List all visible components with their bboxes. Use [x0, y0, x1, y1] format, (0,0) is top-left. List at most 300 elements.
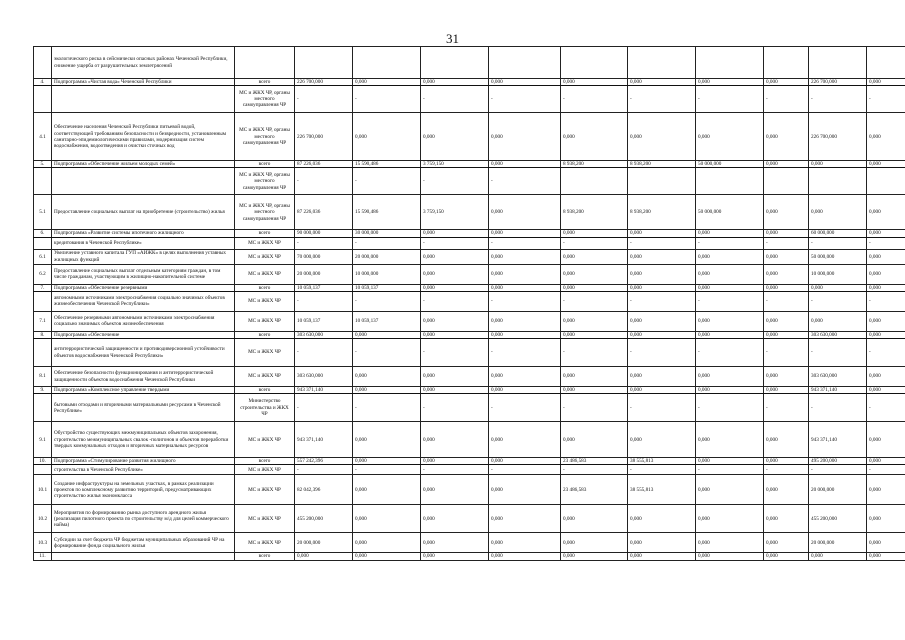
amount-cell: 0,000	[696, 458, 764, 465]
table-row	[34, 284, 905, 291]
amount-cell: 8 938,200	[628, 161, 696, 168]
amount-cell: 0,000	[628, 249, 696, 264]
responsible-cell: всего	[235, 79, 295, 86]
amount-cell: 0,000	[867, 79, 905, 86]
amount-cell: -	[561, 86, 628, 113]
amount-cell: 0,000	[764, 475, 809, 505]
amount-cell: 8 938,200	[628, 195, 696, 230]
amount-cell: 0,000	[489, 475, 561, 505]
page-number: 31	[446, 31, 459, 46]
amount-cell: 0,000	[489, 533, 561, 553]
table-row	[34, 331, 905, 338]
amount-cell: -	[764, 394, 809, 422]
amount-cell: -	[867, 237, 905, 249]
responsible-cell: МС и ЖКХ ЧР	[235, 422, 295, 458]
activity-name-cell: Подпрограмма «Чистая вода» Чеченской Республики	[52, 79, 235, 86]
row-number-cell: 5.	[34, 161, 52, 168]
amount-cell: -	[809, 465, 867, 475]
amount-cell	[295, 47, 353, 79]
amount-cell: 23 486,583	[561, 458, 628, 465]
amount-cell: -	[295, 237, 353, 249]
responsible-cell	[235, 47, 295, 79]
row-number-cell	[34, 168, 52, 195]
responsible-cell: МС и ЖКХ ЧР, органы местного самоуправления ЧР	[235, 168, 295, 195]
amount-cell: 0,000	[561, 113, 628, 161]
table-row	[34, 339, 905, 367]
activity-name-cell: Создание инфраструктуры на земельных участках, в рамках реализации проектов по комплексному развитию территорий, предусматривающих строительство жилья экономкласса	[52, 475, 235, 505]
amount-cell: -	[353, 465, 421, 475]
amount-cell: -	[421, 291, 489, 311]
amount-cell	[867, 47, 905, 79]
amount-cell: 0,000	[764, 367, 809, 387]
amount-cell: -	[628, 394, 696, 422]
amount-cell: 943 371,140	[809, 387, 867, 394]
amount-cell: 87 226,036	[295, 195, 353, 230]
amount-cell: 0,000	[421, 458, 489, 465]
table-row	[34, 533, 905, 553]
activity-name-cell: Подпрограмма «Развитие системы ипотечного жилищного	[52, 230, 235, 237]
activity-name-cell	[52, 86, 235, 113]
amount-cell: 0,000	[867, 331, 905, 338]
table-row	[34, 264, 905, 284]
table-row	[34, 465, 905, 475]
amount-cell: 0,000	[489, 458, 561, 465]
activity-name-cell	[52, 168, 235, 195]
table-row	[34, 311, 905, 331]
amount-cell: -	[295, 291, 353, 311]
amount-cell: -	[561, 394, 628, 422]
amount-cell	[764, 168, 809, 195]
row-number-cell: 8.1	[34, 367, 52, 387]
amount-cell: 0,000	[867, 458, 905, 465]
table-row	[34, 422, 905, 458]
amount-cell: 0,000	[696, 230, 764, 237]
amount-cell: 0,000	[421, 113, 489, 161]
amount-cell: -	[353, 291, 421, 311]
responsible-cell: всего	[235, 284, 295, 291]
amount-cell: 495 200,000	[809, 458, 867, 465]
amount-cell: 0,000	[353, 533, 421, 553]
amount-cell: 0,000	[628, 505, 696, 533]
amount-cell: 3 759,150	[421, 195, 489, 230]
amount-cell	[696, 47, 764, 79]
amount-cell: 0,000	[867, 311, 905, 331]
table-row	[34, 79, 905, 86]
amount-cell: 0,000	[696, 311, 764, 331]
amount-cell: 15 590,486	[353, 195, 421, 230]
row-number-cell	[34, 465, 52, 475]
amount-cell: 0,000	[353, 79, 421, 86]
activity-name-cell	[52, 553, 235, 560]
amount-cell: 0,000	[696, 113, 764, 161]
amount-cell: 0,000	[764, 195, 809, 230]
amount-cell: 0,000	[764, 284, 809, 291]
amount-cell: 30 000,000	[353, 230, 421, 237]
amount-cell: 303 630,000	[809, 367, 867, 387]
amount-cell: 0,000	[561, 422, 628, 458]
amount-cell: -	[353, 339, 421, 367]
responsible-cell: МС и ЖКХ ЧР	[235, 237, 295, 249]
activity-name-cell: Мероприятия по формированию рынка доступного арендного жилья (реализация пилотного проекта по строительству м/д для целей коммерческого найма)	[52, 505, 235, 533]
amount-cell: -	[809, 291, 867, 311]
amount-cell: 0,000	[764, 533, 809, 553]
amount-cell: -	[489, 237, 561, 249]
amount-cell: 70 000,000	[295, 249, 353, 264]
amount-cell: -	[696, 291, 764, 311]
amount-cell: -	[867, 86, 905, 113]
responsible-cell: Министерство строительства и ЖКХ ЧР	[235, 394, 295, 422]
amount-cell: 943 371,140	[809, 422, 867, 458]
amount-cell: 0,000	[867, 284, 905, 291]
amount-cell: 0,000	[353, 331, 421, 338]
amount-cell	[561, 168, 628, 195]
amount-cell: 20 000,000	[809, 475, 867, 505]
amount-cell: -	[421, 86, 489, 113]
amount-cell: 0,000	[867, 113, 905, 161]
amount-cell: -	[696, 465, 764, 475]
amount-cell: 0,000	[764, 311, 809, 331]
amount-cell: 0,000	[764, 113, 809, 161]
table-row	[34, 394, 905, 422]
amount-cell: 0,000	[353, 505, 421, 533]
row-number-cell	[34, 47, 52, 79]
amount-cell	[809, 168, 867, 195]
activity-name-cell: автономными источниками электроснабжения социально значимых объектов жизнеобеспечения Чеченской Республики»	[52, 291, 235, 311]
amount-cell: 226 700,000	[809, 79, 867, 86]
amount-cell: -	[295, 339, 353, 367]
amount-cell: -	[561, 237, 628, 249]
amount-cell: 0,000	[561, 367, 628, 387]
amount-cell: 38 555,813	[628, 475, 696, 505]
responsible-cell: МС и ЖКХ ЧР	[235, 339, 295, 367]
amount-cell: -	[764, 291, 809, 311]
amount-cell: 0,000	[628, 387, 696, 394]
amount-cell: 50 000,000	[696, 161, 764, 168]
amount-cell: 303 630,000	[295, 367, 353, 387]
amount-cell: -	[353, 237, 421, 249]
amount-cell: -	[867, 339, 905, 367]
responsible-cell: МС и ЖКХ ЧР	[235, 533, 295, 553]
amount-cell: 0,000	[421, 475, 489, 505]
responsible-cell: всего	[235, 458, 295, 465]
amount-cell: 10 059,137	[295, 311, 353, 331]
amount-cell: 90 000,000	[295, 230, 353, 237]
responsible-cell: МС и ЖКХ ЧР, органы местного самоуправления ЧР	[235, 113, 295, 161]
amount-cell: 0,000	[489, 505, 561, 533]
activity-name-cell: Подпрограмма «Комплексное управление твердыми	[52, 387, 235, 394]
amount-cell: 0,000	[421, 249, 489, 264]
amount-cell: 0,000	[764, 264, 809, 284]
amount-cell: 10 059,137	[353, 284, 421, 291]
amount-cell: 0,000	[809, 195, 867, 230]
amount-cell	[489, 47, 561, 79]
amount-cell: 0,000	[421, 284, 489, 291]
amount-cell	[353, 47, 421, 79]
amount-cell: 0,000	[867, 422, 905, 458]
amount-cell: 20 000,000	[295, 533, 353, 553]
amount-cell: -	[696, 237, 764, 249]
table-row	[34, 47, 905, 79]
amount-cell: 0,000	[561, 79, 628, 86]
budget-table	[33, 46, 905, 561]
table-row	[34, 475, 905, 505]
amount-cell: -	[353, 394, 421, 422]
amount-cell: -	[421, 394, 489, 422]
amount-cell: 0,000	[696, 533, 764, 553]
table-row	[34, 86, 905, 113]
amount-cell	[561, 47, 628, 79]
responsible-cell: МС и ЖКХ ЧР	[235, 367, 295, 387]
amount-cell: 0,000	[867, 367, 905, 387]
activity-name-cell: Подпрограмма «Обеспечение	[52, 331, 235, 338]
amount-cell: 0,000	[867, 475, 905, 505]
amount-cell: 0,000	[867, 264, 905, 284]
activity-name-cell: Обустройство существующих межмуниципальных объектов захоронения, строительство межмуниципальных свалок -полигонов и объектов переработки твердых коммунальных отходов и вторичных материальных ресурсов	[52, 422, 235, 458]
table-row	[34, 113, 905, 161]
amount-cell: 87 226,036	[295, 161, 353, 168]
amount-cell: -	[867, 465, 905, 475]
table-row	[34, 195, 905, 230]
amount-cell: 0,000	[353, 387, 421, 394]
amount-cell: -	[295, 465, 353, 475]
responsible-cell: МС и ЖКХ ЧР	[235, 505, 295, 533]
amount-cell: 3 759,150	[421, 161, 489, 168]
amount-cell: 0,000	[628, 533, 696, 553]
amount-cell: -	[561, 465, 628, 475]
row-number-cell	[34, 339, 52, 367]
amount-cell: -	[353, 168, 421, 195]
amount-cell: 0,000	[628, 79, 696, 86]
amount-cell: 303 630,000	[809, 331, 867, 338]
table-row	[34, 553, 905, 560]
amount-cell: 50 000,000	[696, 195, 764, 230]
responsible-cell: МС и ЖКХ ЧР	[235, 465, 295, 475]
amount-cell: 0,000	[353, 553, 421, 560]
activity-name-cell: Обеспечение населения Чеченской Республики питьевой водой, соответствующей требованиям безопасности и безвредности, установленным санитарно-эпидемиологическими правилами, модернизация систем водоснабжения, водоотведения и очистки сточных вод	[52, 113, 235, 161]
amount-cell: -	[867, 291, 905, 311]
amount-cell: 0,000	[561, 230, 628, 237]
amount-cell: 0,000	[489, 422, 561, 458]
activity-name-cell: строительства в Чеченской Республике»	[52, 465, 235, 475]
amount-cell: -	[561, 291, 628, 311]
amount-cell: 0,000	[696, 505, 764, 533]
amount-cell: 0,000	[867, 161, 905, 168]
amount-cell: -	[867, 394, 905, 422]
amount-cell: -	[809, 339, 867, 367]
amount-cell	[696, 168, 764, 195]
amount-cell: 0,000	[867, 553, 905, 560]
row-number-cell: 6.1	[34, 249, 52, 264]
activity-name-cell: Обеспечение безопасности функционирования и антитеррористической защищенности объектов водоснабжения Чеченской Республики	[52, 367, 235, 387]
activity-name-cell: бытовыми отходами и вторичными материальными ресурсами в Чеченской Республике»	[52, 394, 235, 422]
amount-cell: -	[809, 394, 867, 422]
row-number-cell: 4.	[34, 79, 52, 86]
amount-cell	[628, 47, 696, 79]
amount-cell: -	[489, 339, 561, 367]
amount-cell: 50 000,000	[809, 249, 867, 264]
amount-cell: 0,000	[489, 79, 561, 86]
amount-cell: 0,000	[353, 422, 421, 458]
amount-cell: 0,000	[764, 387, 809, 394]
amount-cell: 23 486,583	[561, 475, 628, 505]
row-number-cell	[34, 237, 52, 249]
amount-cell: 0,000	[561, 387, 628, 394]
amount-cell: 0,000	[353, 458, 421, 465]
amount-cell: 0,000	[764, 553, 809, 560]
amount-cell: 0,000	[628, 311, 696, 331]
row-number-cell: 10.2	[34, 505, 52, 533]
amount-cell: 20 000,000	[353, 249, 421, 264]
responsible-cell: МС и ЖКХ ЧР	[235, 311, 295, 331]
amount-cell: 0,000	[561, 553, 628, 560]
row-number-cell: 7.	[34, 284, 52, 291]
amount-cell: -	[809, 237, 867, 249]
amount-cell: 0,000	[421, 505, 489, 533]
table-row	[34, 161, 905, 168]
amount-cell: 0,000	[628, 264, 696, 284]
amount-cell: 0,000	[489, 284, 561, 291]
row-number-cell: 11.	[34, 553, 52, 560]
amount-cell: 0,000	[867, 230, 905, 237]
table-body	[34, 47, 905, 561]
responsible-cell: МС и ЖКХ ЧР	[235, 264, 295, 284]
amount-cell: 0,000	[561, 249, 628, 264]
amount-cell: 0,000	[696, 284, 764, 291]
row-number-cell: 5.1	[34, 195, 52, 230]
amount-cell: 0,000	[421, 387, 489, 394]
responsible-cell: всего	[235, 387, 295, 394]
amount-cell: 0,000	[628, 422, 696, 458]
amount-cell: 0,000	[489, 311, 561, 331]
amount-cell: 0,000	[421, 79, 489, 86]
amount-cell: 0,000	[628, 284, 696, 291]
amount-cell: 0,000	[809, 553, 867, 560]
table-row	[34, 237, 905, 249]
amount-cell: 0,000	[295, 553, 353, 560]
table-row	[34, 458, 905, 465]
amount-cell: -	[295, 168, 353, 195]
amount-cell	[809, 47, 867, 79]
activity-name-cell: Подпрограмма «Обеспечение жильем молодых семей»	[52, 161, 235, 168]
row-number-cell	[34, 291, 52, 311]
amount-cell: 0,000	[489, 331, 561, 338]
activity-name-cell: Увеличение уставного капитала ГУП «АИЖК» в целях выполнения уставных жилищных функций	[52, 249, 235, 264]
amount-cell: 20 000,000	[809, 533, 867, 553]
amount-cell: 455 200,000	[295, 505, 353, 533]
amount-cell: 8 938,200	[561, 161, 628, 168]
amount-cell: 0,000	[628, 230, 696, 237]
amount-cell: 0,000	[628, 113, 696, 161]
row-number-cell: 10.3	[34, 533, 52, 553]
amount-cell: 303 630,000	[295, 331, 353, 338]
amount-cell: 0,000	[867, 249, 905, 264]
amount-cell: 10 000,000	[809, 264, 867, 284]
table-row	[34, 387, 905, 394]
activity-name-cell: Субсидии за счет бюджета ЧР бюджетам муниципальных образований ЧР на формирование фонда социального жилья	[52, 533, 235, 553]
row-number-cell: 7.1	[34, 311, 52, 331]
responsible-cell: МС и ЖКХ ЧР, органы местного самоуправления ЧР	[235, 86, 295, 113]
amount-cell	[421, 47, 489, 79]
amount-cell: 0,000	[696, 331, 764, 338]
amount-cell: 0,000	[628, 331, 696, 338]
amount-cell: -	[295, 86, 353, 113]
responsible-cell: всего	[235, 331, 295, 338]
amount-cell: 0,000	[561, 264, 628, 284]
activity-name-cell: кредитования в Чеченской Республике»	[52, 237, 235, 249]
amount-cell: 0,000	[421, 367, 489, 387]
row-number-cell: 8.	[34, 331, 52, 338]
amount-cell	[764, 47, 809, 79]
amount-cell: -	[421, 465, 489, 475]
amount-cell	[867, 168, 905, 195]
amount-cell: 0,000	[489, 249, 561, 264]
amount-cell: 0,000	[628, 553, 696, 560]
activity-name-cell: Предоставление социальных выплат на приобретение (строительство) жилья	[52, 195, 235, 230]
amount-cell: 943 371,140	[295, 422, 353, 458]
amount-cell: 0,000	[764, 79, 809, 86]
amount-cell: 0,000	[489, 161, 561, 168]
amount-cell: 10 059,137	[295, 284, 353, 291]
amount-cell	[628, 168, 696, 195]
row-number-cell: 9.	[34, 387, 52, 394]
amount-cell: -	[764, 339, 809, 367]
amount-cell: 226 700,000	[295, 113, 353, 161]
amount-cell: 0,000	[561, 284, 628, 291]
amount-cell: -	[421, 168, 489, 195]
amount-cell: -	[628, 291, 696, 311]
amount-cell: -	[489, 291, 561, 311]
responsible-cell: МС и ЖКХ ЧР	[235, 291, 295, 311]
amount-cell: 0,000	[489, 195, 561, 230]
amount-cell: 0,000	[353, 475, 421, 505]
amount-cell: 0,000	[561, 533, 628, 553]
responsible-cell: всего	[235, 161, 295, 168]
amount-cell: -	[628, 237, 696, 249]
amount-cell: 82 042,396	[295, 475, 353, 505]
amount-cell: 0,000	[489, 264, 561, 284]
row-number-cell: 10.	[34, 458, 52, 465]
amount-cell: 0,000	[421, 422, 489, 458]
amount-cell: 0,000	[489, 230, 561, 237]
table-row	[34, 367, 905, 387]
amount-cell: 0,000	[489, 113, 561, 161]
amount-cell: 0,000	[696, 367, 764, 387]
amount-cell: -	[489, 465, 561, 475]
amount-cell: 0,000	[696, 475, 764, 505]
activity-name-cell: Обеспечение резервными автономными источниками электроснабжения социально значимых объектов жизнеобеспечения	[52, 311, 235, 331]
amount-cell: 0,000	[489, 367, 561, 387]
table-row	[34, 168, 905, 195]
amount-cell: 38 555,813	[628, 458, 696, 465]
activity-name-cell: Подпрограмма «Стимулирование развития жилищного	[52, 458, 235, 465]
amount-cell: -	[421, 339, 489, 367]
amount-cell: 0,000	[421, 553, 489, 560]
responsible-cell: МС и ЖКХ ЧР, органы местного самоуправления ЧР	[235, 195, 295, 230]
amount-cell: 0,000	[867, 387, 905, 394]
row-number-cell: 6.	[34, 230, 52, 237]
amount-cell: 0,000	[696, 79, 764, 86]
amount-cell: -	[489, 394, 561, 422]
amount-cell: -	[489, 86, 561, 113]
amount-cell: -	[489, 168, 561, 195]
amount-cell: 0,000	[421, 230, 489, 237]
amount-cell: 0,000	[421, 311, 489, 331]
amount-cell: 10 000,000	[353, 264, 421, 284]
amount-cell: 455 200,000	[809, 505, 867, 533]
amount-cell: 20 000,000	[295, 264, 353, 284]
amount-cell: 0,000	[561, 311, 628, 331]
activity-name-cell: экологического риска в сейсмически опасных районах Чеченской Республики, снижение ущерба от разрушительных землетрясений	[52, 47, 235, 79]
